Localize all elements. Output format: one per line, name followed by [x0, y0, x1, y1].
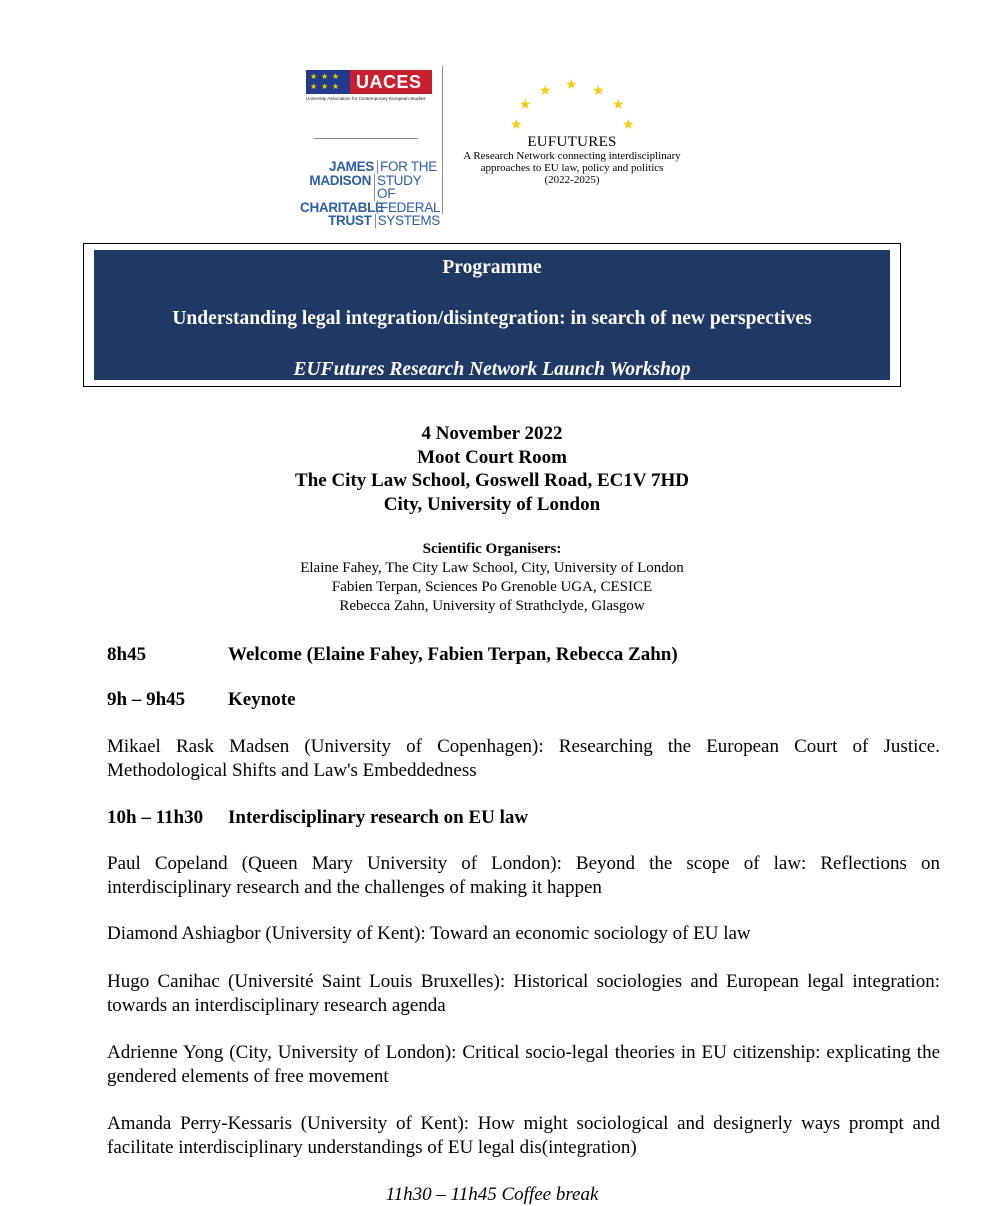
eu-stars-icon: ★ ★ ★ ★ ★ ★ ★	[510, 77, 635, 133]
eufutures-title: EUFUTURES	[527, 134, 617, 150]
session-time: 8h45	[107, 644, 147, 665]
jm-right-line: FEDERAL	[377, 201, 440, 215]
session-keynote	[107, 688, 296, 711]
session-welcome	[107, 643, 678, 666]
uaces-wordmark: UACES	[350, 70, 432, 94]
programme-label: Programme	[442, 257, 542, 278]
jm-right-line: SYSTEMS	[375, 214, 440, 228]
jm-left-line: MADISON	[309, 172, 372, 188]
session-time: 9h – 9h45	[107, 689, 186, 710]
talk-item: Diamond Ashiagbor (University of Kent): Toward an economic sociology of EU law	[107, 923, 751, 944]
organiser: Fabien Terpan, Sciences Po Grenoble UGA, CESICE	[331, 579, 653, 595]
logo-divider	[314, 138, 418, 139]
uaces-logo	[306, 70, 432, 102]
organisers-heading: Scientific Organisers:	[422, 541, 562, 557]
uaces-subtitle: University Association for Contemporary European Studies	[306, 96, 426, 101]
session-title: Welcome (Elaine Fahey, Fabien Terpan, Rebecca Zahn)	[228, 644, 678, 665]
jm-right-line: FOR THE	[377, 160, 437, 174]
session-time: 10h – 11h30	[107, 807, 204, 828]
james-madison-trust-logo	[300, 160, 440, 228]
eu-flag-icon: ★ ★ ★ ★ ★ ★	[306, 70, 350, 94]
event-date: 4 November 2022	[421, 423, 563, 444]
eufutures-years: (2022-2025)	[544, 174, 600, 186]
jm-right-line: STUDY OF	[374, 174, 440, 201]
jm-left-line: TRUST	[328, 213, 372, 228]
programme-title: Understanding legal integration/disintegration: in search of new perspectives	[172, 308, 812, 329]
session-interdisciplinary	[107, 806, 528, 829]
session-title: Interdisciplinary research on EU law	[228, 807, 529, 828]
organisers-block	[0, 540, 984, 616]
programme-banner	[83, 243, 901, 387]
coffee-break: 11h30 – 11h45 Coffee break	[385, 1184, 599, 1205]
eufutures-tagline: approaches to EU law, policy and politics	[480, 162, 664, 174]
event-room: Moot Court Room	[417, 446, 567, 468]
jm-left-line: CHARITABLE	[300, 199, 384, 215]
organiser: Rebecca Zahn, University of Strathclyde, Glasgow	[339, 598, 645, 614]
event-address: The City Law School, Goswell Road, EC1V 7HD	[295, 470, 689, 491]
talk-item: Paul Copeland (Queen Mary University of London): Beyond the scope of law: Reflections on interdisciplinary research and the challenges of making it happen	[107, 853, 940, 898]
talk-item: Amanda Perry-Kessaris (University of Kent): How might sociological and designerly ways prompt and facilitate interdisciplinary understandings of EU legal dis(integration)	[107, 1113, 940, 1158]
organiser: Elaine Fahey, The City Law School, City, University of London	[300, 560, 684, 576]
talk-item: Mikael Rask Madsen (University of Copenhagen): Researching the European Court of Justice. Methodological Shifts and Law's Embeddedness	[107, 736, 940, 781]
jm-left-line: JAMES	[328, 159, 374, 174]
eufutures-tagline: A Research Network connecting interdisciplinary	[463, 150, 681, 162]
venue-block	[0, 422, 984, 516]
logo-divider-vertical	[442, 66, 443, 214]
workshop-name: EUFutures Research Network Launch Workshop	[293, 359, 691, 380]
talk-item: Hugo Canihac (Université Saint Louis Bruxelles): Historical sociologies and European legal integration: towards an interdisciplinary research agenda	[107, 971, 940, 1016]
event-university: City, University of London	[383, 493, 601, 515]
eufutures-logo	[462, 74, 682, 186]
session-title: Keynote	[228, 689, 296, 710]
programme-banner-fill	[94, 250, 890, 380]
talk-item: Adrienne Yong (City, University of London): Critical socio-legal theories in EU citizenship: explicating the gendered elements of free movement	[107, 1042, 940, 1087]
